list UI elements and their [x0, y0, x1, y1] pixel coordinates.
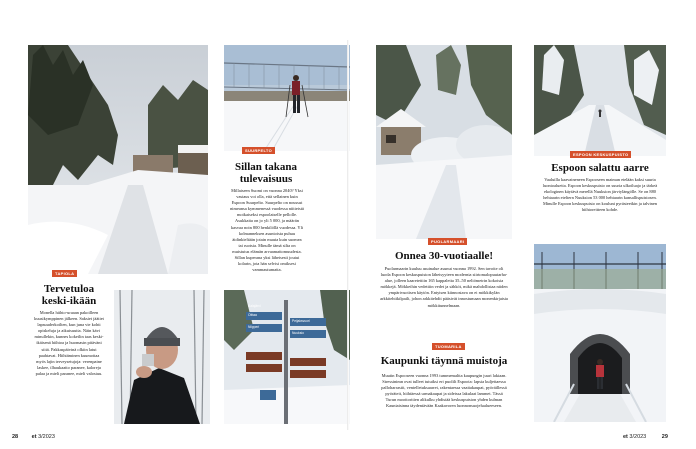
headline-line2: tulevaisuus: [239, 172, 293, 185]
photo-puolarmaari-cottages: [376, 45, 512, 239]
page-number-left: 28: [12, 434, 19, 440]
headline-espoon-salattu-aarre: Espoon salattu aarre: [551, 162, 649, 174]
photo-suurpelto-skier: [224, 45, 350, 151]
footer-right: [623, 434, 668, 441]
issue-right: 3/2023: [629, 434, 647, 440]
tag-suurpelto: SUURPELTO: [242, 147, 275, 154]
tag-tuomarila: TUOMARILA: [432, 343, 465, 350]
page-gutter: [347, 40, 349, 430]
tag-espoon-keskuspuisto: ESPOON KESKUSPUISTO: [570, 151, 631, 158]
issue-left: 3/2023: [38, 434, 55, 440]
body-onnea: Puolarmaarin kuuluu asuinalue asunut vuonna 1992. Sen tavoite oli luoda Espoon keskuspuiston läheisyyteen modernia siirtomalopuutarha-alue, jolleen kaaretettiin 165 kappaletta 35–50 neliömetrin kokoisia mökkejä. Mökkeihin vedettiin vedet ja sähköt, mikä mahdollistaa niiden ympärivuotisen käytön. Entyisen kiinnostava on ei mökkikylän arkkitehtikilpailt, johon arkkitehdit pääsivät innostumaan monenkirjaisia mökkitunnelmaan.: [380, 266, 508, 308]
photo-tuomarila-tunnel: [534, 244, 666, 422]
photo-tapiola-winter-road: [28, 45, 208, 274]
sign-top: Kalajärvi: [248, 304, 261, 308]
footer-left: [12, 434, 55, 441]
headline-onnea: Onnea 30-vuotiaalle!: [394, 250, 494, 262]
photo-man-with-cup: [114, 290, 210, 424]
headline-sillan-takana: [224, 162, 308, 185]
sign-left-1: Oittaa: [248, 313, 257, 317]
tag-tapiola: TAPIOLA: [52, 270, 77, 277]
sign-right-1: Peijaksvuori: [292, 319, 310, 323]
sign-left-2: Niipperi: [248, 325, 260, 329]
body-sillan-takana: Millaiseen Suomi on vuonna 2040? Yksi vastaus voi olla, että sellainen kuin Espoon Suurpelto. Suurpelto on noussut nimeansa kymmenessä vuodessa niitteistä moikaiseksi espoolaiselle pellolle. Asukkaita on jo yli 5 000, ja määrän kasvaa noin 800 henkilöllä vuodessa. Yli kolmanneksen asuntoista puhuu äidinkieltään jotain muuta kuin suomea tai ruotsia. Minulle tämä silta on muistutus elämän arvaamattomuudesta. Sillan kuperana yksi läheisesti joutui kolarin, jota hän selvisi omiksesi vammautumatta.: [230, 188, 304, 273]
body-kaupunki: Muutin Espooseen vuonna 1993 tummemaltta kaupungin juuri lakiaan. Stressinimn ovat tulleet tutuiksi eri puolilt Espoota: lapsia kuljettaessa palloharrastit, ventelletuksaarret, rakentaessa vaaitakaupat, pyöräillessä pyöräteit, hiihtäessä urmakaupat ja sideissa lakulaat lammet. Tässä Turun moottoritien alikulku yhdistää keskuspuiston yhden kulman Kauniaisinna täydentävään Kaakavoren luonnonsuojelualueeseen.: [381, 373, 507, 409]
mag-name-right: et: [623, 434, 628, 440]
page-number-right: 29: [661, 434, 668, 440]
headline-line1: Sillan takana: [234, 161, 298, 173]
photo-espoon-keskuspuisto: [534, 45, 666, 156]
headline-line2: keski-ikään: [41, 294, 97, 307]
headline-kaupunki: Kaupunki täynnä muistoja: [380, 355, 508, 367]
tag-puolarmaari: PUOLARMAARI: [428, 238, 467, 245]
body-tervetuloa: Monella hiihto-uraaan pakoilleen kuusikymppinen jälkeen. Saksiet jäätiet lapsuuderkoilten, kun juna vie kohti opiskeluja ja aikuisuutta. Näin kävi minullekin, kunnes kokeilin taas keski-ikäisenä hiihtoa ja huomasin pitäväni siitä. Pakkaspäivinä olkiin latut paahtavat. Hiihtäminen kuumottaa myös lajin terveysetujoja: verenpaine laskee, ilhaukaatto paranee, kaloreja palaa ja mieli paranee, mieli valostuu.: [34, 310, 104, 376]
mag-name-left: et: [31, 434, 37, 440]
body-espoon-salattu-aarre: Vaaluilla kaavaineneen Espooseen maiman etelään kaksi suurta luontoaluetta. Espoon keskuspuisto on suuria ulkoiluajo ja tärkeä ekologinen käytävä merellä Nuuksion järviylängölle. Se on 880 hehtaarin eteltern Nuuksion 53 000 hehtaarin kansallispuistosen. Minulle Espoon keskuspuisto on kouluni pyrästeetkin ja talvinen hiihtoreitteen kohde.: [542, 177, 658, 213]
headline-line1: Tervetuloa: [43, 283, 95, 295]
headline-tervetuloa: [30, 284, 108, 307]
photo-signpost: [224, 290, 350, 424]
sign-right-2: Nuuksio: [292, 331, 304, 335]
